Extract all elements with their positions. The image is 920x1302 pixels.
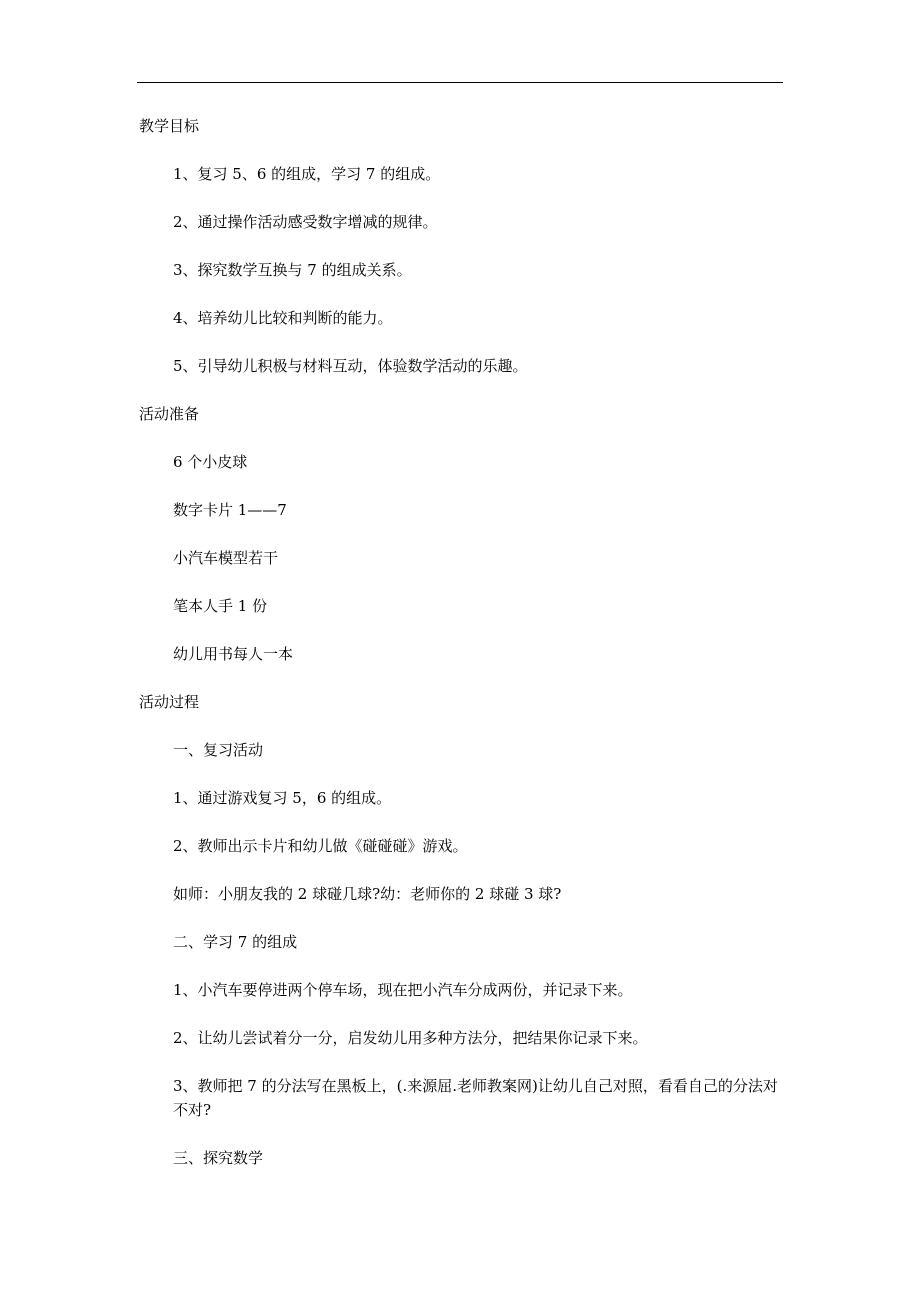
objective-item: 5、引导幼儿积极与材料互动，体验数学活动的乐趣。 [173,357,528,375]
preparation-item: 数字卡片 1——7 [173,501,287,519]
process-line: 2、让幼儿尝试着分一分，启发幼儿用多种方法分，把结果你记录下来。 [173,1029,648,1047]
section-title-objectives: 教学目标 [139,117,200,135]
header-rule [137,82,783,83]
process-line: 1、通过游戏复习 5，6 的组成。 [173,789,392,807]
preparation-item: 幼儿用书每人一本 [173,645,294,663]
preparation-item: 6 个小皮球 [173,453,248,471]
process-line: 2、教师出示卡片和幼儿做《碰碰碰》游戏。 [173,837,468,855]
section-title-preparation: 活动准备 [139,405,200,423]
process-line: 如师：小朋友我的 2 球碰几球?幼：老师你的 2 球碰 3 球? [173,885,562,903]
process-subheading: 三、探究数学 [173,1149,264,1167]
objective-item: 3、探究数学互换与 7 的组成关系。 [173,261,412,279]
objective-item: 2、通过操作活动感受数字增减的规律。 [173,213,438,231]
objective-item: 1、复习 5、6 的组成，学习 7 的组成。 [173,165,441,183]
section-title-process: 活动过程 [139,693,200,711]
preparation-item: 小汽车模型若干 [173,549,279,567]
preparation-item: 笔本人手 1 份 [173,597,268,615]
process-subheading: 一、复习活动 [173,741,264,759]
process-line: 1、小汽车要停进两个停车场，现在把小汽车分成两份，并记录下来。 [173,981,633,999]
process-subheading: 二、学习 7 的组成 [173,933,298,951]
process-line-wrapped: 3、教师把 7 的分法写在黑板上，(.来源屈.老师教案网)让幼儿自己对照，看看自己的分法对不对? [173,1077,778,1119]
objective-item: 4、培养幼儿比较和判断的能力。 [173,309,393,327]
